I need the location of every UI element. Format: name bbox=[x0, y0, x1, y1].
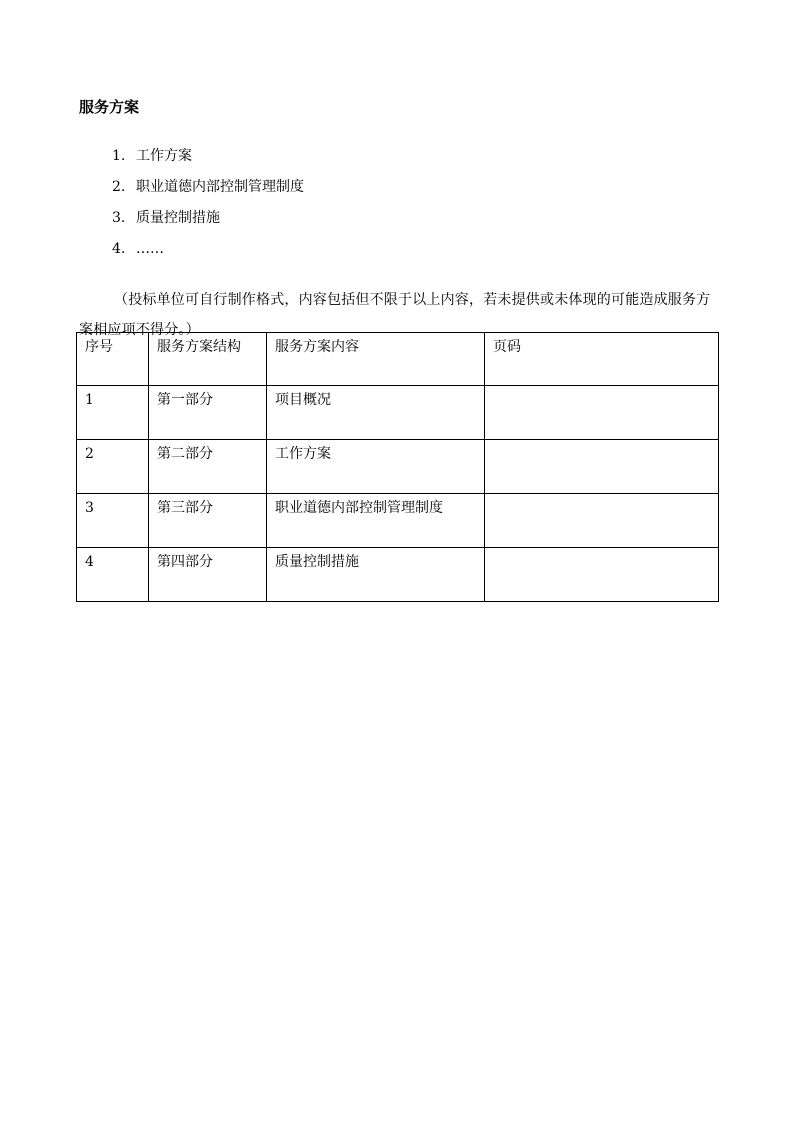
table-header-row bbox=[77, 333, 719, 386]
list-item-number: 3. bbox=[112, 210, 126, 226]
list-item-text: …… bbox=[136, 241, 164, 257]
list-item-text: 质量控制措施 bbox=[136, 210, 220, 226]
table-cell-index: 1 bbox=[77, 386, 149, 440]
list-item-number: 4. bbox=[112, 241, 126, 257]
table-cell-page bbox=[485, 494, 719, 548]
table-cell-index: 4 bbox=[77, 548, 149, 602]
header-cell-structure: 服务方案结构 bbox=[149, 333, 267, 386]
table-cell-structure: 第二部分 bbox=[149, 440, 267, 494]
list-item bbox=[112, 177, 304, 208]
table-row bbox=[77, 548, 719, 602]
list-item-number: 1. bbox=[112, 148, 126, 164]
table-cell-page bbox=[485, 386, 719, 440]
document-title: 服务方案 bbox=[79, 98, 140, 116]
list-item-text: 职业道德内部控制管理制度 bbox=[136, 179, 304, 195]
table-cell-content: 职业道德内部控制管理制度 bbox=[267, 494, 485, 548]
table-cell-page bbox=[485, 548, 719, 602]
list-item-text: 工作方案 bbox=[136, 148, 192, 164]
table-row bbox=[77, 440, 719, 494]
table-cell-content: 工作方案 bbox=[267, 440, 485, 494]
list-item bbox=[112, 146, 304, 177]
instruction-note: （投标单位可自行制作格式，内容包括但不限于以上内容，若未提供或未体现的可能造成服务方案相应项不得分。） bbox=[79, 292, 711, 338]
list-item bbox=[112, 239, 304, 270]
table-cell-index: 2 bbox=[77, 440, 149, 494]
table-cell-structure: 第四部分 bbox=[149, 548, 267, 602]
service-plan-table bbox=[76, 332, 719, 602]
header-cell-index: 序号 bbox=[77, 333, 149, 386]
table-cell-page bbox=[485, 440, 719, 494]
table-cell-content: 质量控制措施 bbox=[267, 548, 485, 602]
header-cell-content: 服务方案内容 bbox=[267, 333, 485, 386]
header-cell-page: 页码 bbox=[485, 333, 719, 386]
list-item bbox=[112, 208, 304, 239]
table-cell-content: 项目概况 bbox=[267, 386, 485, 440]
list-item-number: 2. bbox=[112, 179, 126, 195]
table-cell-structure: 第三部分 bbox=[149, 494, 267, 548]
content-list bbox=[112, 146, 304, 270]
table-cell-structure: 第一部分 bbox=[149, 386, 267, 440]
table-row bbox=[77, 494, 719, 548]
table-row bbox=[77, 386, 719, 440]
table-cell-index: 3 bbox=[77, 494, 149, 548]
